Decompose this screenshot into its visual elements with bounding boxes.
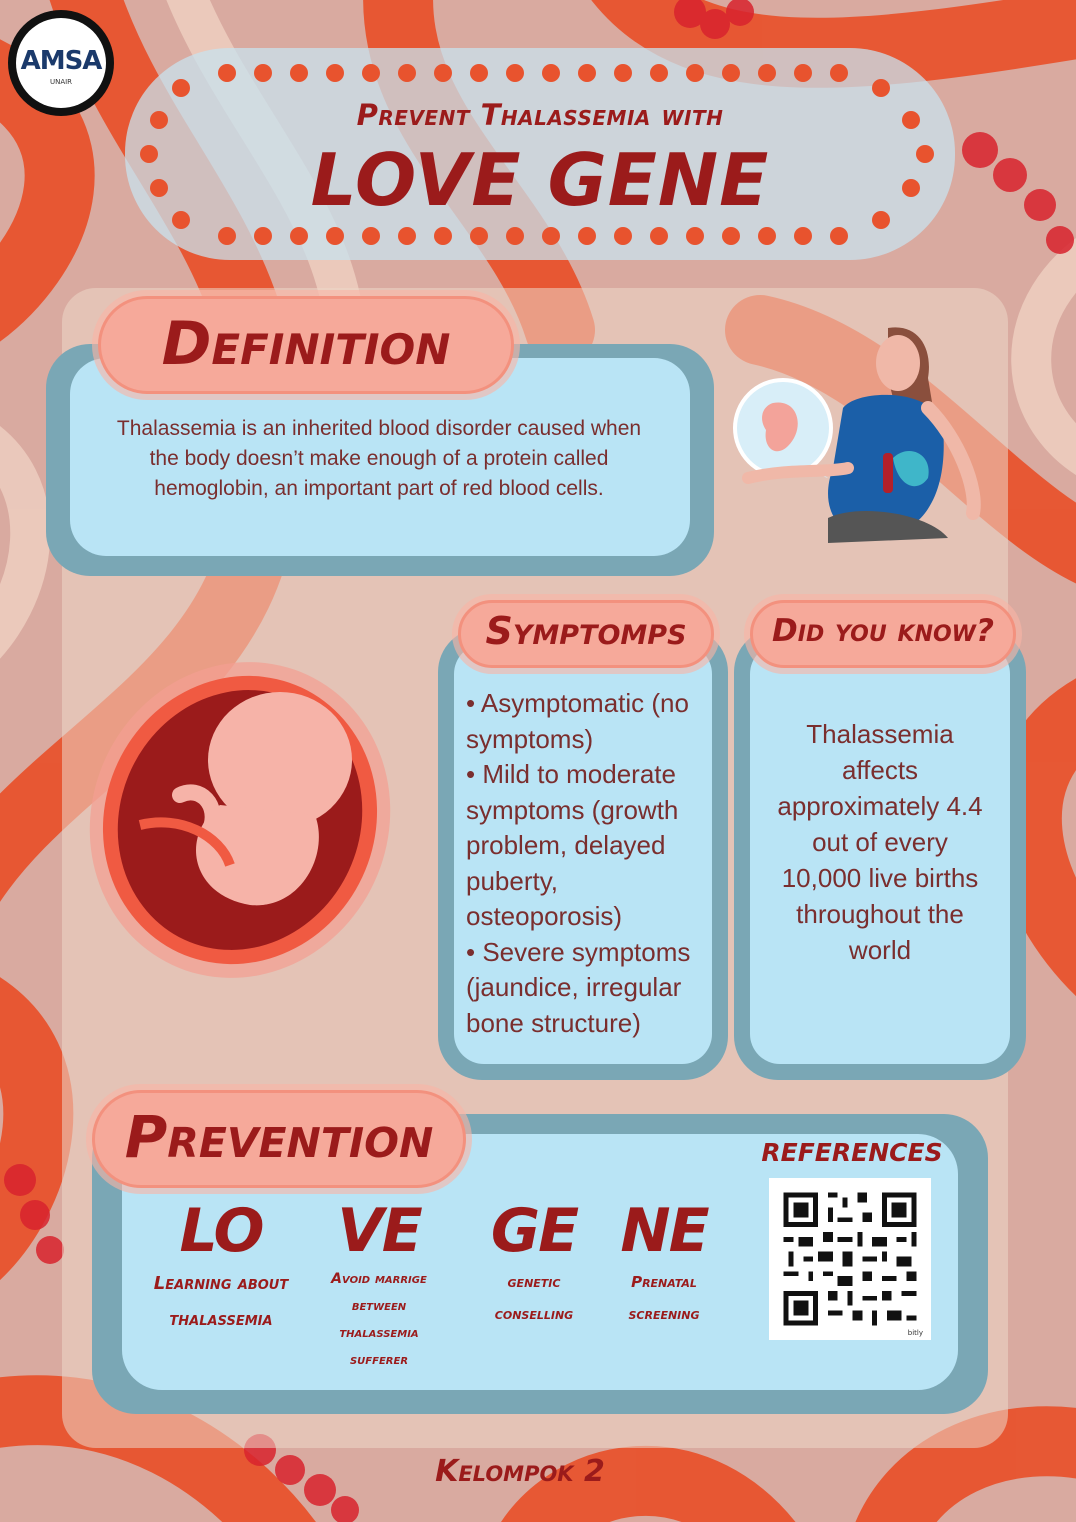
prevention-item-lo — [138, 1196, 304, 1338]
prevention-abbr: GE — [490, 1196, 578, 1266]
symptoms-list — [466, 686, 716, 1041]
symptom-item: • Severe symptoms (jaundice, irregular bone structure) — [466, 936, 691, 1038]
logo-text: AMSA — [20, 46, 102, 76]
prevention-heading: Prevention — [124, 1103, 434, 1171]
symptoms-heading: Symptomps — [485, 609, 687, 653]
footer-text: Kelompok 2 — [435, 1454, 605, 1489]
did-you-know-heading-pill — [750, 600, 1016, 668]
pregnant-woman-illustration — [728, 318, 988, 558]
prevention-abbr: NE — [620, 1196, 708, 1266]
prevention-item-ge — [472, 1196, 596, 1330]
symptom-item: • Mild to moderate symptoms (growth problem, delayed puberty, osteoporosis) — [466, 759, 679, 931]
prevention-item-ne — [608, 1196, 720, 1330]
references-qr[interactable] — [769, 1178, 931, 1340]
title-subtitle: Prevent Thalassemia with — [356, 98, 724, 132]
fetus-illustration — [80, 655, 400, 985]
references-label: REFERENCES — [761, 1138, 943, 1167]
title-main: LOVE GENE — [310, 138, 770, 222]
amsa-logo — [8, 10, 114, 116]
did-you-know-heading: Did you know? — [772, 613, 994, 649]
qr-tag: bitly — [907, 1329, 923, 1337]
prevention-heading-pill — [92, 1090, 466, 1188]
prevention-caption: genetic conselling — [494, 1272, 574, 1323]
definition-heading-pill — [98, 296, 514, 394]
symptoms-heading-pill — [458, 600, 714, 668]
prevention-item-ve — [316, 1196, 442, 1374]
definition-text: Thalassemia is an inherited blood disorder caused when the body doesn’t make enough of a protein called hemoglobin, an important part of red blood cells. — [116, 417, 642, 500]
logo-subtext: UNAIR — [49, 78, 73, 86]
prevention-caption: Prenatal screening — [628, 1273, 700, 1323]
did-you-know-text: Thalassemia affects approximately 4.4 out of every 10,000 live births throughout the world — [777, 719, 983, 965]
prevention-caption: Avoid marrige between thalassemia sufferer — [331, 1271, 427, 1368]
prevention-abbr: LO — [179, 1196, 263, 1266]
prevention-abbr: VE — [337, 1196, 421, 1266]
qr-code-icon — [769, 1178, 931, 1340]
symptom-item: • Asymptomatic (no symptoms) — [466, 688, 689, 754]
prevention-caption: Learning about thalassemia — [153, 1273, 289, 1330]
definition-heading: Definition — [161, 309, 451, 379]
